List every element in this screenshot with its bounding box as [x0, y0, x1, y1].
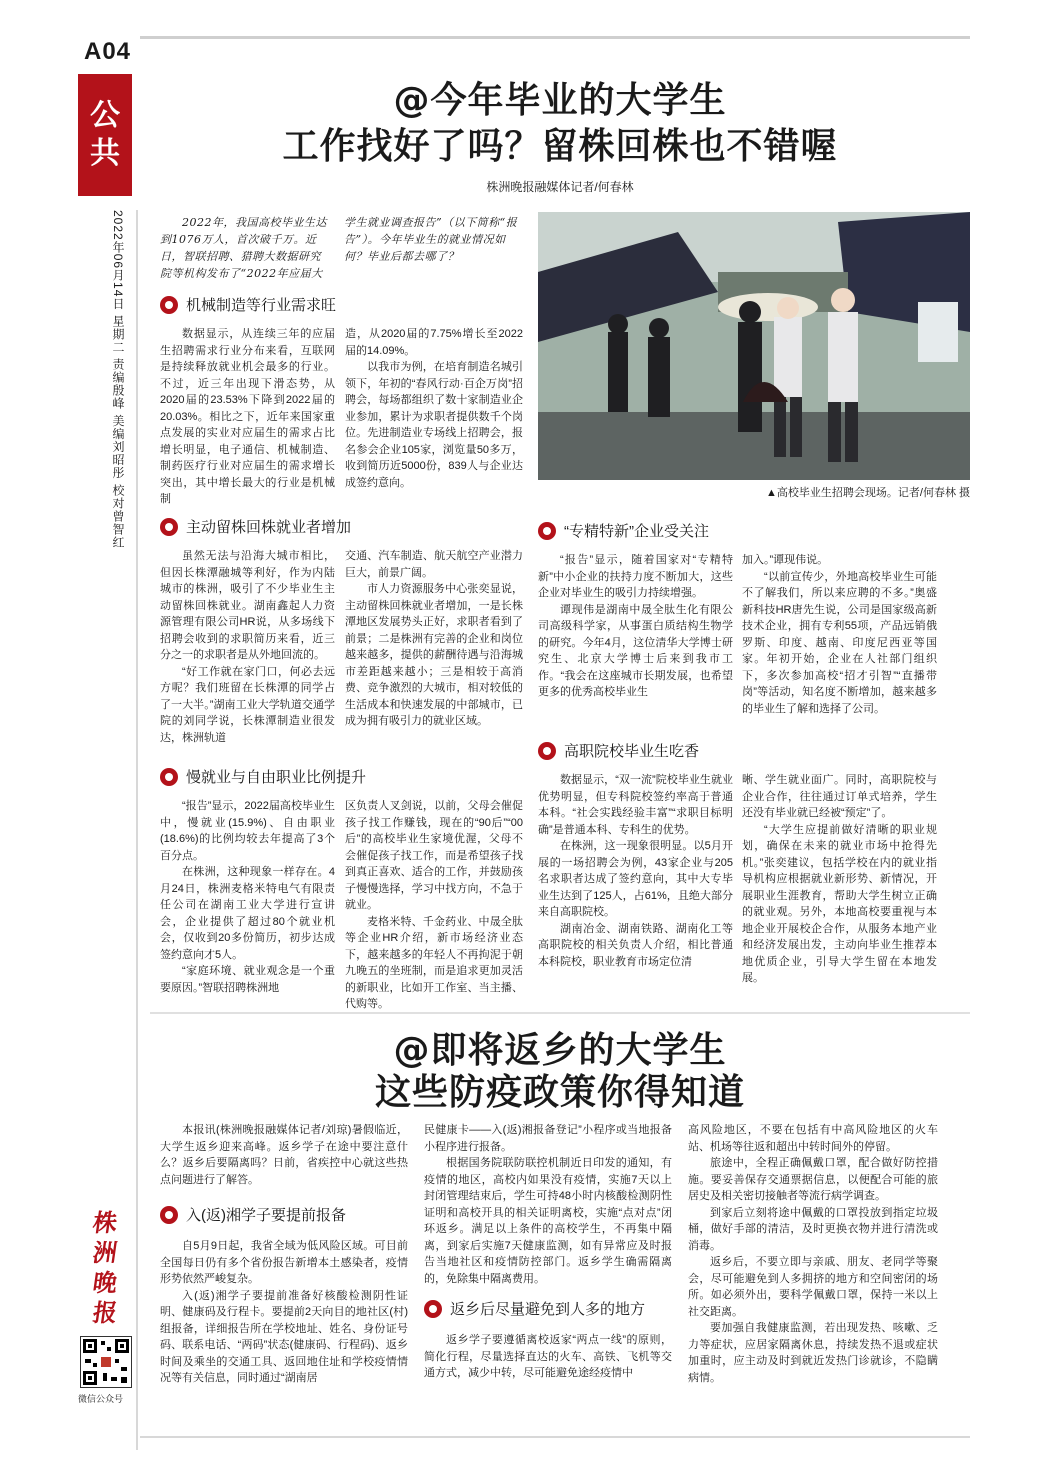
qr-label: 微信公众号	[78, 1394, 124, 1404]
column-text	[160, 548, 335, 746]
bullet-icon	[160, 518, 178, 536]
section-char: 公	[90, 98, 120, 133]
byline: 株洲晚报融媒体记者/何春林	[486, 180, 634, 194]
top-rule	[140, 36, 970, 39]
paragraph: 在株洲，这一现象很明显。以5月开展的一场招聘会为例，43家企业与205名求职者达成了签约意向，其中大专毕业生达到了125人，占61%，且绝大部分来自高职院校。	[538, 840, 733, 918]
paragraph: 谭现伟是湖南中晟全肽生化有限公司高级科学家，从事蛋白质结构生物学的研究。今年4月，这位清华大学博士研究生、北京大学博士后来到我市工作。“我会在这座城市长期发展，也希望更多的优秀高校毕业生	[538, 603, 733, 698]
paragraph: 入(返)湘学子要提前准备好核酸检测阴性证明、健康码及行程卡。要提前2天向目的地社区(村)组报备，详细报告所在学校地址、姓名、身份证号码、联系电话、“两码”状态(健康码、行程码)、返乡时间及乘坐的交通工具、返回地住址和学校疫情情况等有关信息，同时通过“湖南居	[160, 1289, 408, 1384]
bullet-icon	[538, 522, 556, 540]
paragraph: 返乡后，不要立即与亲戚、朋友、老同学等聚会，尽可能避免到人多拥挤的地方和空间密闭的场所。如必须外出，要科学佩戴口罩，保持一米以上社交距离。	[688, 1256, 938, 1318]
photo-caption: ▲高校毕业生招聘会现场。记者/何春林 摄	[766, 487, 970, 499]
subhead-machinery	[160, 294, 336, 315]
subhead-text: 返乡后尽量避免到人多的地方	[450, 1301, 646, 1318]
column-text	[160, 326, 335, 508]
paragraph: 以我市为例，在培育制造名城引领下，年初的“春风行动·百企万岗”招聘会，每场都组织了数十家制造业企业参加，累计为求职者提供数千个岗位。先进制造业专场线上招聘会，报名参会企业105家，浏览量50多万，收到简历近5000份，839人与企业达成签约意向。	[345, 361, 523, 489]
paragraph: “好工作就在家门口，何必去远方呢？我们班留在长株潭的同学占了一大半。”湖南工业大学轨道交通学院的刘同学说，长株潭制造业很发达，株洲轨道	[160, 665, 335, 744]
paragraph: 虽然无法与沿海大城市相比，但因长株潭融城等利好，作为内陆城市的株洲，吸引了不少毕业生主动留株回株就业。湖南鑫起人力资源管理有限公司HR说，从多场线下招聘会收到的求职简历来看，近三分之一的求职者是从外地回流的。	[160, 550, 335, 661]
article-divider	[150, 1012, 970, 1014]
paragraph: 旅途中，全程正确佩戴口罩，配合做好防控措施。要妥善保存交通票据信息，以便配合可能的旅居史及相关密切接触者等流行病学调查。	[688, 1157, 938, 1202]
column-text	[345, 326, 523, 491]
paragraph: 数据显示，从连续三年的应届生招聘需求行业分布来看，互联网是持续释放就业机会最多的行业。不过，近三年出现下滑态势，从2020届的23.53%下降到2022届的20.03%。相比之下，近年来国家重点发展的实业对应届生的需求占比增长明显，电子通信、机械制造、制药医疗行业对应届生的需求增长突出，其中增长最大的行业是机械制	[160, 328, 335, 505]
column-text	[160, 1238, 408, 1387]
subhead-text: “专精特新”企业受关注	[564, 523, 709, 540]
subhead-text: 入(返)湘学子要提前报备	[186, 1207, 346, 1224]
paragraph: 造，从2020届的7.75%增长至2022届的14.09%。	[345, 328, 523, 357]
paragraph: “以前宣传少，外地高校毕业生可能不了解我们，所以来应聘的不多。”奥盛新科技HR唐先生说，公司是国家级高新技术企业，拥有专利55项，产品远销俄罗斯、印度、越南、印度尼西亚等国家。年初开始，企业在人社部门组织下，多次参加高校“招才引智”“直播带岗”等活动，知名度不断增加，越来越多的毕业生了解和选择了公司。	[742, 570, 937, 715]
lead-paragraph: 2022年，我国高校毕业生达到1076万人，首次破千万。近日，智联招聘、猎聘大数据研究院等机构发布了“2022年应届大	[160, 216, 327, 280]
subhead-text: 主动留株回株就业者增加	[186, 519, 352, 536]
paragraph: 晰、学生就业面广。同时，高职院校与企业合作，往往通过订单式培养，学生还没有毕业就已经被“预定”了。	[742, 774, 937, 819]
column-text	[688, 1122, 938, 1386]
section-tag	[78, 74, 132, 196]
date-line: 2022年06月14日 星期二 责编殷峰 美编刘昭彤 校对曾智红	[111, 210, 125, 549]
column-text	[424, 1332, 672, 1382]
bullet-icon	[160, 768, 178, 786]
column-text	[345, 798, 523, 1013]
subhead-text: 高职院校毕业生吃香	[564, 743, 700, 760]
paragraph: 到家后立刻将途中佩戴的口罩投放到指定垃圾桶，做好手部的清洁，及时更换衣物并进行清洗或消毒。	[688, 1206, 938, 1252]
column-text	[424, 1122, 672, 1287]
column-text	[742, 552, 937, 717]
qr-code-icon[interactable]	[80, 1336, 132, 1388]
headline2-line-2: 这些防疫政策你得知道	[374, 1072, 745, 1113]
bullet-icon	[538, 742, 556, 760]
headline-line-2: 工作找好了吗？留株回株也不错喔	[282, 126, 838, 167]
bullet-icon	[160, 1206, 178, 1224]
paragraph: 在株洲，这种现象一样存在。4月24日，株洲麦格米特电气有限责任公司在湖南工业大学进行宣讲会，企业提供了超过80个就业机会，仅收到20多份简历，初步达成签约意向才5人。	[160, 866, 335, 961]
paragraph: “报告”显示，2022届高校毕业生中，慢就业(15.9%)、自由职业(18.6%)的比例均较去年提高了3个百分点。	[160, 800, 335, 862]
paragraph: 本报讯(株洲晚报融媒体记者/刘琼)暑假临近，大学生返乡迎来高峰。返乡学子在途中要注意什么？返乡后要隔离吗？日前，省疾控中心就这些热点问题进行了解答。	[160, 1124, 408, 1186]
bullet-icon	[160, 296, 178, 314]
paragraph: 自5月9日起，我省全域为低风险区域。可目前全国每日仍有多个省份报告新增本土感染者，疫情形势依然严峻复杂。	[160, 1240, 408, 1285]
bottom-rule	[140, 1436, 970, 1438]
bullet-icon	[424, 1300, 442, 1318]
paragraph: 民健康卡——入(返)湘报备登记”小程序或当地报备小程序进行报备。	[424, 1124, 672, 1153]
paragraph: 交通、汽车制造、航天航空产业潜力巨大，前景广阔。	[345, 550, 523, 579]
column-text	[160, 798, 335, 996]
subhead-text: 慢就业与自由职业比例提升	[186, 769, 367, 786]
column-text	[742, 772, 937, 987]
paragraph: 要加强自我健康监测，若出现发热、咳嗽、乏力等症状，应居家隔离休息，持续发热不退或症状加重时，应主动及时到就近发热门诊就诊，不隐瞒病情。	[688, 1322, 938, 1384]
column-text	[538, 772, 733, 970]
paragraph: “家庭环境、就业观念是一个重要原因。”智联招聘株洲地	[160, 965, 335, 994]
paragraph: “大学生应提前做好清晰的职业规划，确保在未来的就业市场中抢得先机。”张奕建议，包括学校在内的就业指导机构应根据就业新形势、新情况，开展职业生涯教育，帮助大学生树立正确的就业观。另外，本地高校要重视与本地企业开展校企合作，从服务本地产业和经济发展出发，主动向毕业生推荐本地优质企业，引导大学生留在本地发展。	[742, 823, 937, 984]
lead-paragraph-continued: 学生就业调查报告”（以下简称“报告”）。今年毕业生的就业情况如何？毕业后都去哪了？	[344, 216, 518, 263]
job-fair-photo	[538, 212, 970, 480]
subhead-report	[160, 1204, 346, 1225]
paragraph: 返乡学子要遵循离校返家“两点一线”的原则，简化行程，尽量选择直达的火车、高铁、飞机等交通方式，减少中转，尽可能避免途经疫情中	[424, 1334, 672, 1379]
headline2-line-1: @即将返乡的大学生	[393, 1030, 727, 1071]
paragraph: 市人力资源服务中心张奕显说，主动留株回株就业者增加，一是长株潭地区发展势头正好，求职者看到了前景；二是株洲有完善的企业和岗位越来越多，提供的薪酬待遇与沿海城市差距越来越小；三是相较于高消费、竞争激烈的大城市，相对较低的生活成本和快速发展的中部城市，已成为拥有吸引力的就业区域。	[345, 583, 523, 727]
column-text	[345, 548, 523, 730]
logo-char: 洲	[91, 1238, 120, 1267]
subhead-specialized	[538, 520, 709, 541]
column-text	[160, 1122, 408, 1188]
paragraph: 加入。”谭现伟说。	[742, 554, 829, 566]
subhead-text: 机械制造等行业需求旺	[186, 297, 337, 314]
paragraph: “报告”显示，随着国家对“专精特新”中小企业的扶持力度不断加大，这些企业对毕业生的吸引力持续增强。	[538, 554, 733, 599]
subhead-return	[160, 516, 351, 537]
left-rule	[136, 210, 138, 1450]
paragraph: 数据显示，“双一流”院校毕业生就业优势明显，但专科院校签约率高于普通本科。“社会实践经验丰富”“求职目标明确”是普通本科、专科生的优势。	[538, 774, 733, 836]
logo-char: 报	[91, 1298, 120, 1327]
paper-logo	[80, 1208, 130, 1326]
page-number: A04	[84, 38, 132, 65]
paragraph: 区负责人叉剑说，以前，父母会催促孩子找工作赚钱，现在的“90后”“00后”的高校毕业生家境优渥，父母不会催促孩子找工作，而是希望孩子找到真正喜欢、适合的工作，并鼓励孩子慢慢选择，学习中找方向，不急于就业。	[345, 800, 523, 911]
section-char: 共	[90, 136, 120, 171]
logo-char: 株	[91, 1208, 120, 1237]
qr-pattern	[81, 1337, 131, 1387]
paragraph: 麦格米特、千金药业、中晟全肽等企业HR介绍，新市场经济业态下，越来越多的年轻人不再拘泥于朝九晚五的坐班制，而是追求更加灵活的新职业，比如开工作室、当主播、代购等。	[345, 915, 523, 1010]
subhead-vocational	[538, 740, 699, 761]
paragraph: 湖南冶金、湖南铁路、湖南化工等高职院校的相关负责人介绍，相比普通本科院校，职业教育市场定位清	[538, 922, 733, 968]
subhead-avoid-crowds	[424, 1298, 645, 1319]
headline-line-1: @今年毕业的大学生	[393, 80, 727, 121]
subhead-slow-employment	[160, 766, 366, 787]
paragraph: 高风险地区，不要在包括有中高风险地区的火车站、机场等往返和超出中转时间外的停留。	[688, 1124, 938, 1153]
column-text	[538, 552, 733, 701]
paragraph: 根据国务院联防联控机制近日印发的通知，有疫情的地区，高校内如果没有疫情，实施7天以上封闭管理结束后，学生可持48小时内核酸检测阴性证明和高校开具的相关证明离校，实施“点对点”闭环返乡。满足以上条件的高校学生，不再集中隔离，到家后实施7天健康监测，如有异常应及时报告当地社区和疫情防控部门。返乡学生确需隔离的，免除集中隔离费用。	[424, 1157, 672, 1285]
photo-illustration	[538, 212, 970, 480]
logo-char: 晚	[91, 1268, 120, 1297]
